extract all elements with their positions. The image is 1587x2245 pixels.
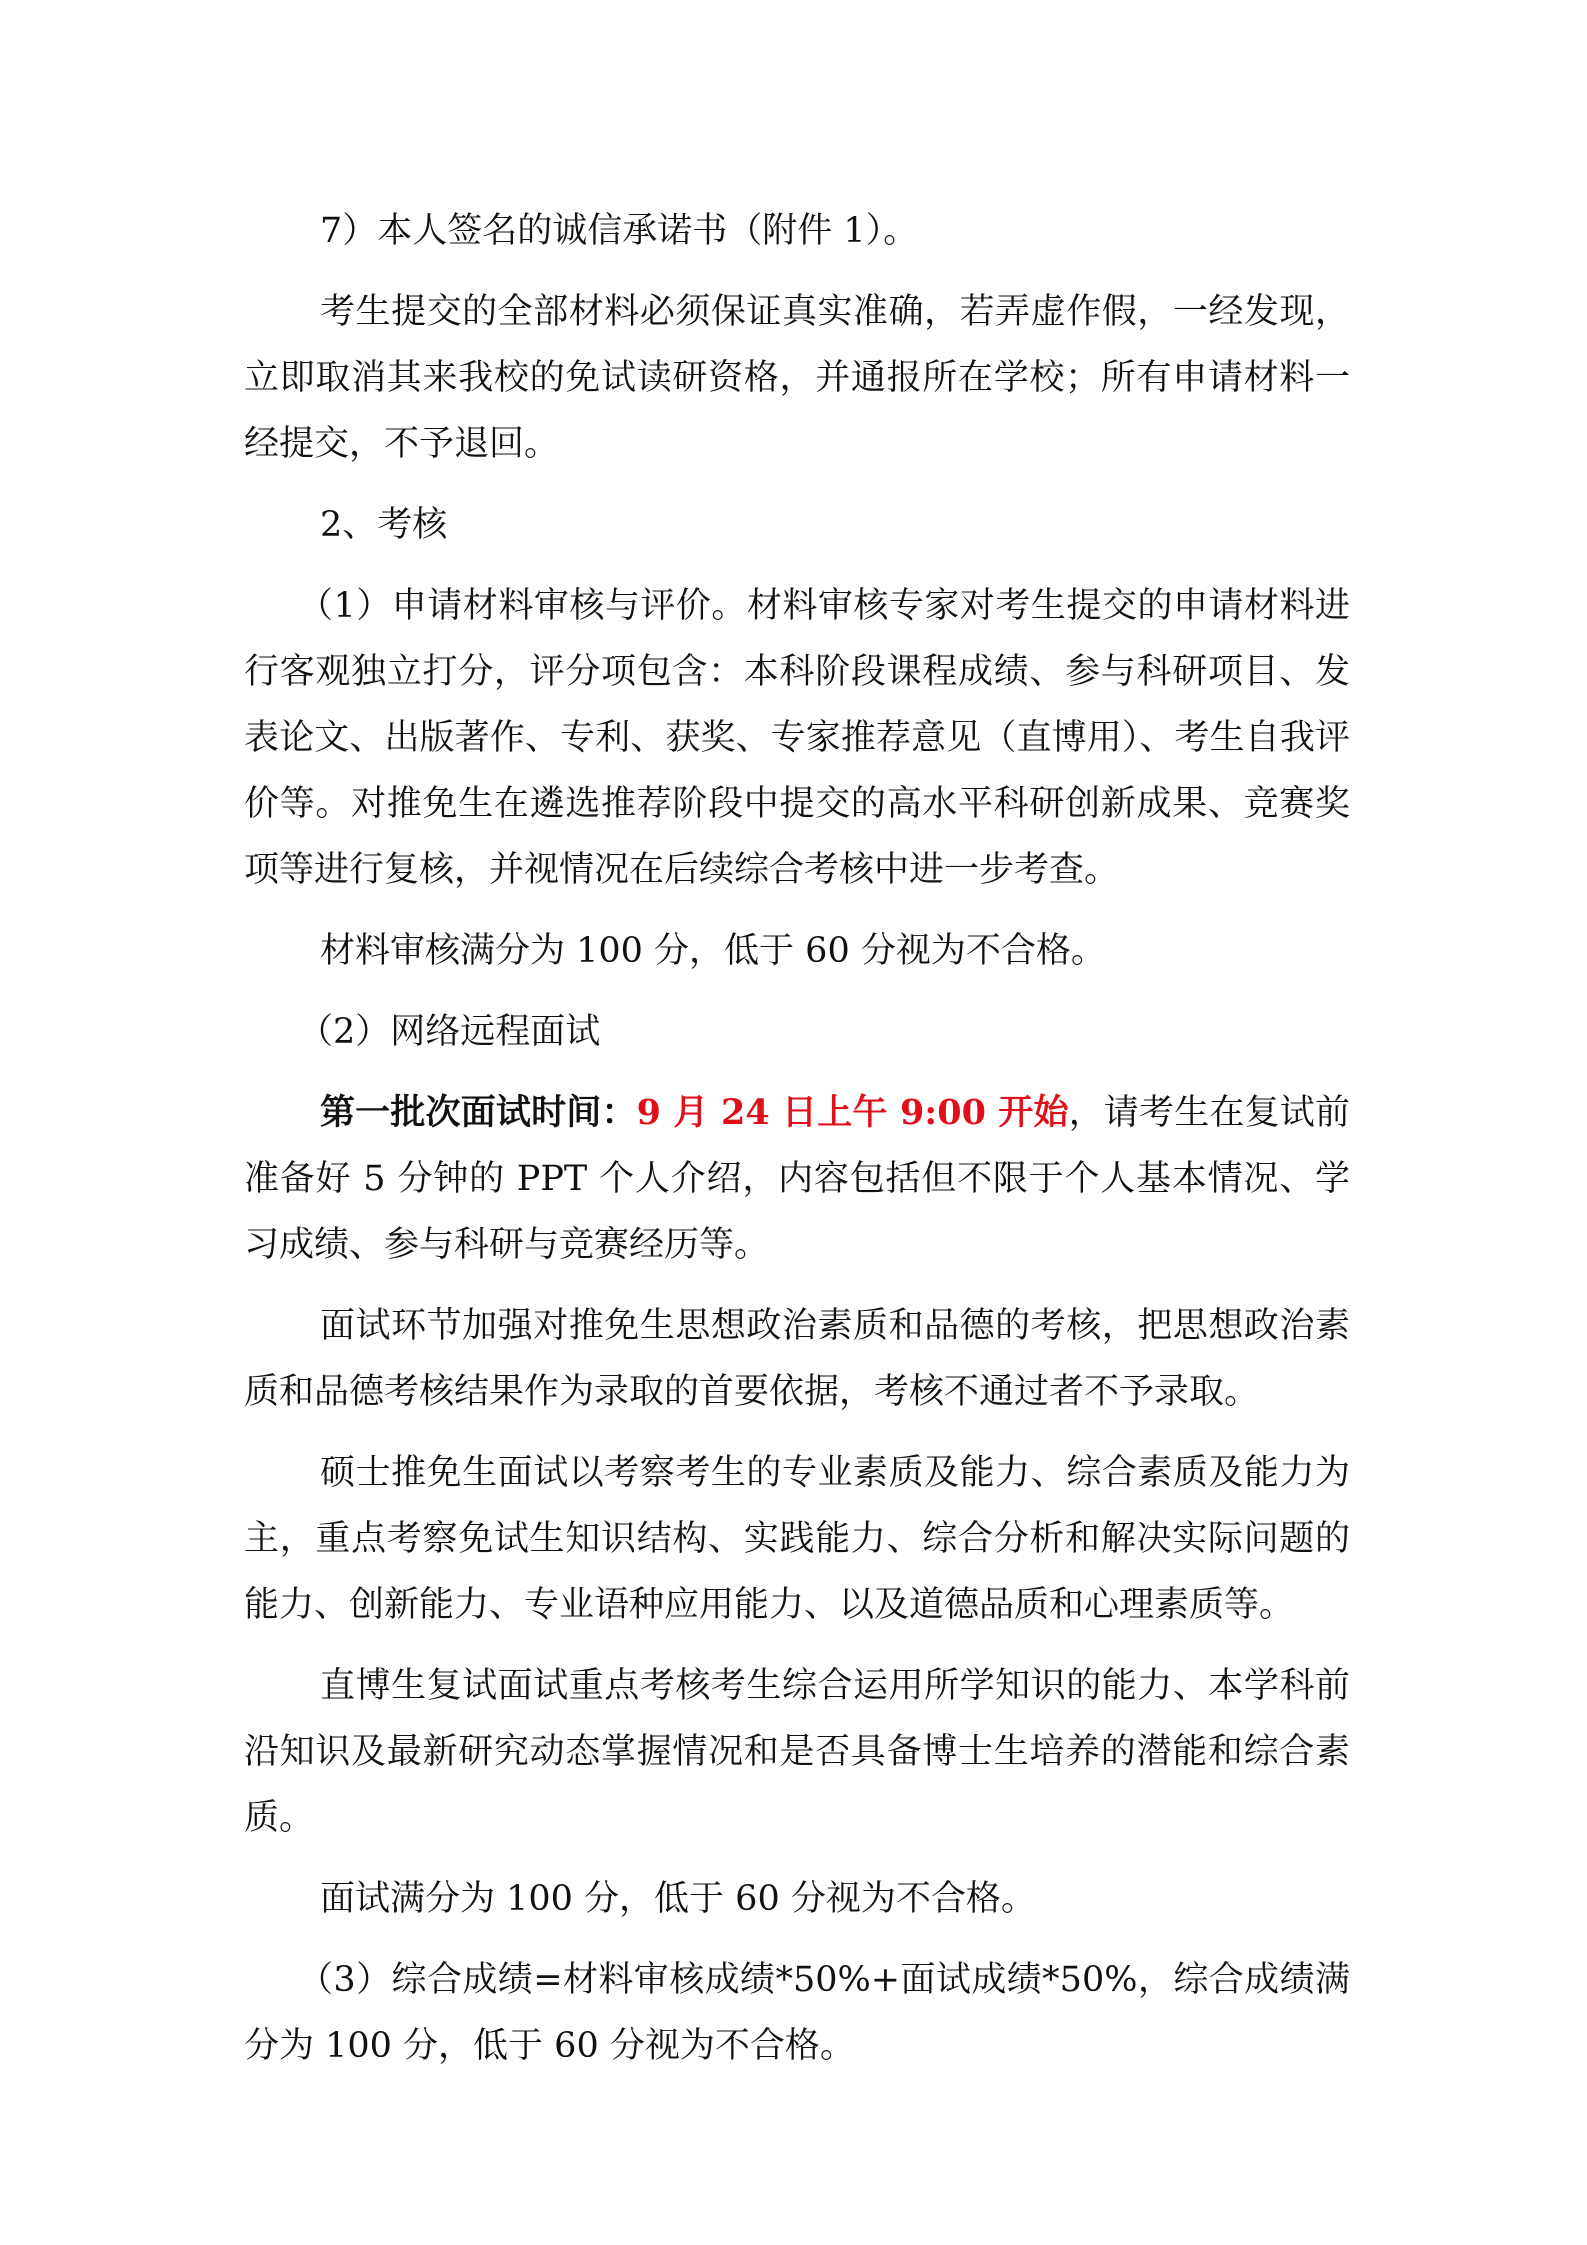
paragraph-material-score: 材料审核满分为 100 分，低于 60 分视为不合格。 (320, 931, 1106, 971)
interview-time-label: 第一批次面试时间： (320, 1092, 637, 1133)
paragraph-composite-score: （3）综合成绩=材料审核成绩*50%+面试成绩*50%，综合成绩满分为 100 分，低于 60 分视为不合格。 (244, 1960, 1350, 2066)
paragraph-material-authenticity: 考生提交的全部材料必须保证真实准确，若弄虚作假，一经发现，立即取消其来我校的免试读研资格，并通报所在学校；所有申请材料一经提交，不予退回。 (244, 292, 1350, 464)
subheading-remote-interview: （2）网络远程面试 (298, 1012, 601, 1052)
paragraph-integrity-pledge: 7）本人签名的诚信承诺书（附件 1）。 (320, 211, 919, 251)
interview-time-details: ，请考生在复试前准备好 5 分钟的 PPT 个人介绍，内容包括但不限于个人基本情况、学习成绩、参与科研与竞赛经历等。 (244, 1093, 1350, 1265)
paragraph-phd-interview: 直博生复试面试重点考核考生综合运用所学知识的能力、本学科前沿知识及最新研究动态掌握情况和是否具备博士生培养的潜能和综合素质。 (244, 1666, 1350, 1838)
section-heading-assessment: 2、考核 (320, 505, 448, 545)
paragraph-interview-time (244, 1080, 1350, 1278)
paragraph-political-quality: 面试环节加强对推免生思想政治素质和品德的考核，把思想政治素质和品德考核结果作为录取的首要依据，考核不通过者不予录取。 (244, 1306, 1350, 1412)
document-page (244, 198, 1350, 2094)
paragraph-material-review: （1）申请材料审核与评价。材料审核专家对考生提交的申请材料进行客观独立打分，评分项包含：本科阶段课程成绩、参与科研项目、发表论文、出版著作、专利、获奖、专家推荐意见（直博用）、考生自我评价等。对推免生在遴选推荐阶段中提交的高水平科研创新成果、竞赛奖项等进行复核，并视情况在后续综合考核中进一步考查。 (244, 586, 1350, 890)
paragraph-interview-score: 面试满分为 100 分，低于 60 分视为不合格。 (320, 1879, 1036, 1919)
interview-time-highlight: 9 月 24 日上午 9:00 开始 (636, 1092, 1069, 1133)
paragraph-master-interview: 硕士推免生面试以考察考生的专业素质及能力、综合素质及能力为主，重点考察免试生知识结构、实践能力、综合分析和解决实际问题的能力、创新能力、专业语种应用能力、以及道德品质和心理素质等。 (244, 1453, 1350, 1625)
